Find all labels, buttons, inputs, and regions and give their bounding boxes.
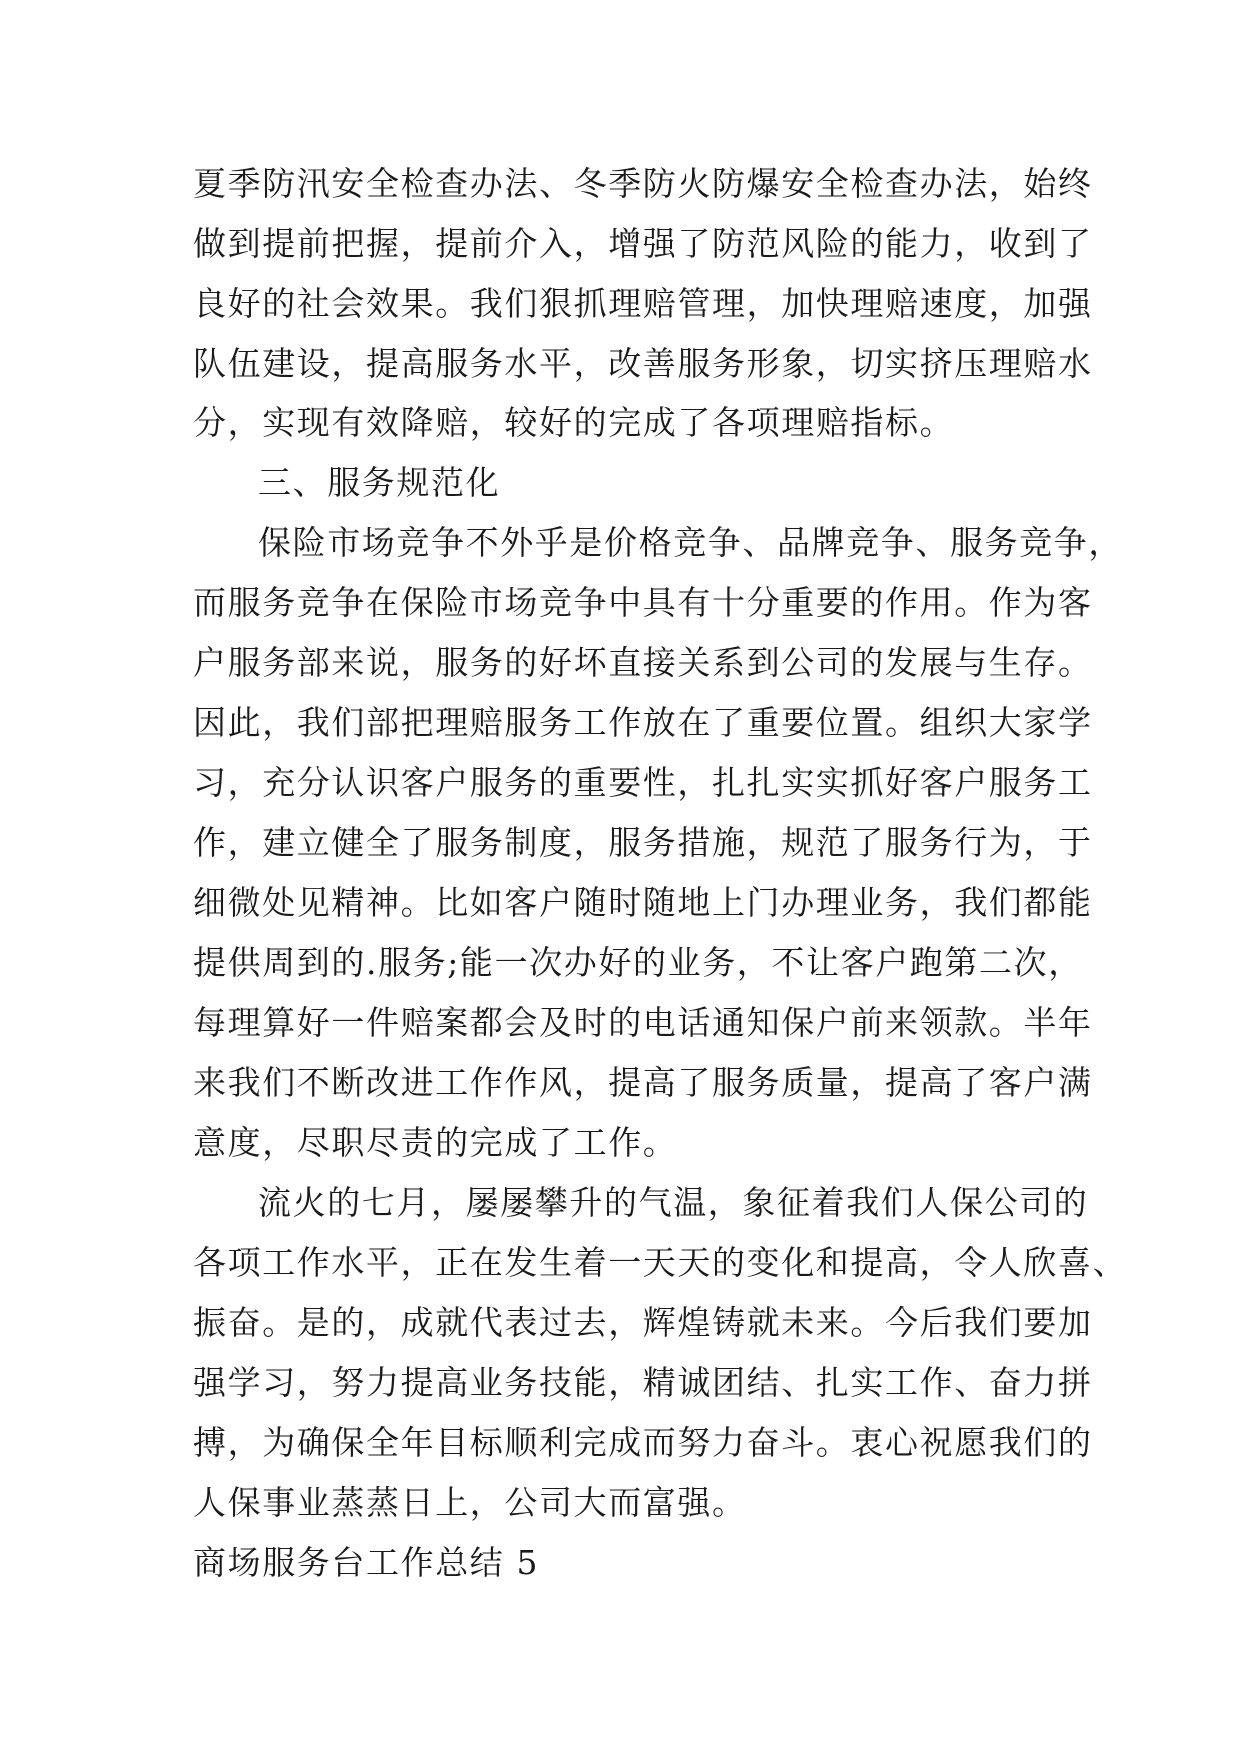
text-line: 意度，尽职尽责的完成了工作。: [193, 1123, 678, 1162]
text-line: 搏，为确保全年目标顺利完成而努力奋斗。衷心祝愿我们的: [193, 1423, 1093, 1462]
text-line: 做到提前把握，提前介入，增强了防范风险的能力，收到了: [193, 224, 1093, 263]
text-line: 强学习，努力提高业务技能，精诚团结、扎实工作、奋力拼: [193, 1363, 1093, 1402]
paragraph-start: 流火的七月，屡屡攀升的气温，象征着我们人保公司的: [258, 1183, 1089, 1222]
section-title: 商场服务台工作总结 5: [193, 1543, 540, 1582]
text-line: 每理算好一件赔案都会及时的电话通知保户前来领款。半年: [193, 1003, 1093, 1042]
text-line: 因此，我们部把理赔服务工作放在了重要位置。组织大家学: [193, 703, 1093, 742]
section-heading: 三、服务规范化: [258, 463, 501, 502]
text-line: 来我们不断改进工作作风，提高了服务质量，提高了客户满: [193, 1063, 1093, 1102]
text-line: 提供周到的.服务;能一次办好的业务，不让客户跑第二次，: [193, 943, 1083, 982]
text-line: 细微处见精神。比如客户随时随地上门办理业务，我们都能: [193, 883, 1093, 922]
text-line: 队伍建设，提高服务水平，改善服务形象，切实挤压理赔水: [193, 344, 1093, 383]
text-line: 习，充分认识客户服务的重要性，扎扎实实抓好客户服务工: [193, 763, 1093, 802]
text-line: 振奋。是的，成就代表过去，辉煌铸就未来。今后我们要加: [193, 1303, 1093, 1342]
text-line: 分，实现有效降赔，较好的完成了各项理赔指标。: [193, 403, 955, 442]
paragraph-start: 保险市场竞争不外乎是价格竞争、品牌竞争、服务竞争，: [258, 523, 1123, 562]
text-line: 而服务竞争在保险市场竞争中具有十分重要的作用。作为客: [193, 583, 1093, 622]
text-line: 人保事业蒸蒸日上，公司大而富强。: [193, 1483, 747, 1522]
text-line: 户服务部来说，服务的好坏直接关系到公司的发展与生存。: [193, 643, 1093, 682]
text-line: 夏季防汛安全检查办法、冬季防火防爆安全检查办法，始终: [193, 164, 1093, 203]
text-line: 各项工作水平，正在发生着一天天的变化和提高，令人欣喜、: [193, 1243, 1128, 1282]
text-line: 良好的社会效果。我们狠抓理赔管理，加快理赔速度，加强: [193, 284, 1093, 323]
text-line: 作，建立健全了服务制度，服务措施，规范了服务行为，于: [193, 823, 1093, 862]
